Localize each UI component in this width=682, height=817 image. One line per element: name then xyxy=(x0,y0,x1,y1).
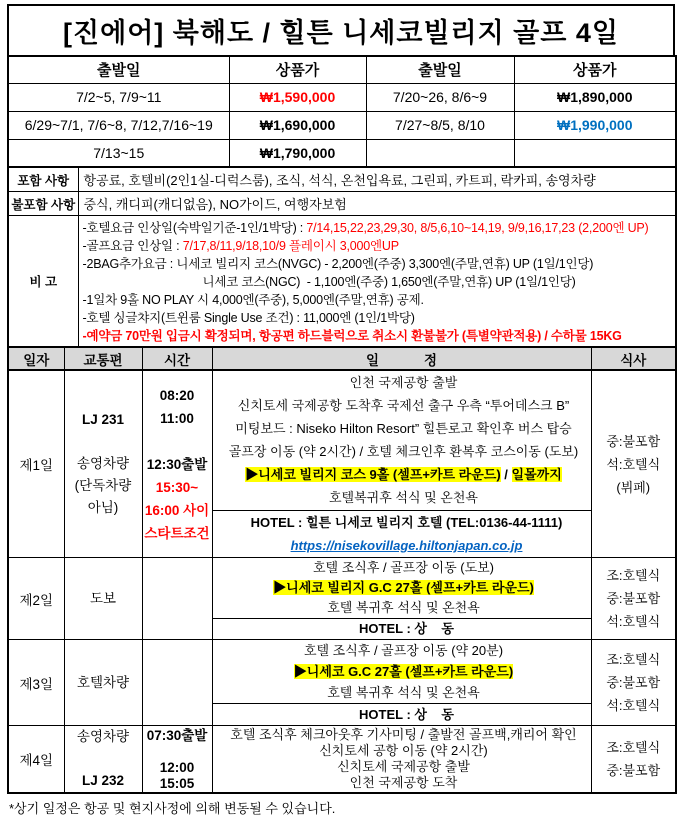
time-cell xyxy=(142,370,212,558)
transport-cell xyxy=(64,640,142,726)
itinerary-header-row xyxy=(8,347,676,370)
time-line: 15:30~ xyxy=(155,480,199,495)
schedule-cell xyxy=(212,558,591,640)
meal-line: 석:호텔식 xyxy=(606,698,661,713)
day-row xyxy=(8,370,676,558)
transport-line xyxy=(65,748,142,770)
text-segment: -호텔 싱글챠지(트윈룸 Single Use 조건) : 11,000엔 (1인/1박당) xyxy=(82,311,415,325)
hotel-line xyxy=(213,619,591,639)
time-line xyxy=(143,430,212,453)
exclude-text: 중식, 캐디피(캐디없음), NO가이드, 여행자보험 xyxy=(78,192,676,216)
text-segment: -2BAG추가요금 : 니세코 빌리지 코스(NVGC) - 2,200엔(주중) 3,300엔(주말,연휴) UP (1일/1인당) xyxy=(82,257,594,271)
price-table xyxy=(7,55,677,168)
transport-line: 도보 xyxy=(89,590,117,606)
transport-line: (단독차량 xyxy=(74,478,132,493)
text-segment: 호텔 조식후 / 골프장 이동 (약 20분) xyxy=(303,643,504,658)
transport-line xyxy=(65,431,142,453)
day-label: 제4일 xyxy=(8,726,64,794)
page-title: [진에어] 북해도 / 힐튼 니세코빌리지 골프 4일 xyxy=(7,4,675,57)
departure-date-cell: 7/13~15 xyxy=(8,139,229,167)
meal-line: 중:불포함 xyxy=(606,591,661,606)
transport-cell xyxy=(64,726,142,794)
day-label: 제2일 xyxy=(8,558,64,640)
transport-line: 호텔차량 xyxy=(76,674,130,690)
text-segment: HOTEL : 힐튼 니세코 빌리지 호텔 (TEL:0136-44-1111) xyxy=(250,515,563,530)
schedule-line xyxy=(213,661,591,682)
transport-line: LJ 231 xyxy=(81,412,125,427)
meal-line: 석:호텔식 xyxy=(606,456,661,472)
text-segment: -예약금 70만원 입금시 확정되며, 항공편 하드블럭으로 취소시 환불불가 (특별약관적용) / 수하물 15KG xyxy=(82,329,622,343)
meal-cell xyxy=(591,726,676,794)
schedule-line xyxy=(213,727,591,743)
text-segment: HOTEL : 상 동 xyxy=(359,707,454,722)
hotel-line xyxy=(213,534,591,557)
schedule-line xyxy=(213,640,591,661)
schedule-lines xyxy=(213,640,591,703)
schedule-line xyxy=(213,440,591,463)
text-segment: -골프요금 인상일 : xyxy=(82,239,183,253)
hotel-line xyxy=(213,511,591,534)
remarks-row xyxy=(8,216,676,348)
remark-line xyxy=(83,236,672,254)
price-row xyxy=(8,139,676,167)
text-segment: 신치토세 공항 이동 (약 2시간) xyxy=(319,743,488,758)
time-line: 07:30출발 xyxy=(146,727,208,743)
price-cell: ₩1,790,000 xyxy=(229,139,366,167)
time-line: 스타트조건 xyxy=(144,526,210,541)
meal-line: 조:호텔식 xyxy=(606,568,661,583)
text-segment: 호텔 조식후 체크아웃후 기사미팅 / 출발전 골프백,캐리어 확인 xyxy=(230,727,577,742)
transport-line: 송영차량 xyxy=(76,729,130,744)
header-day: 일자 xyxy=(8,347,64,370)
include-text: 항공료, 호텔비(2인1실-디럭스룸), 조식, 석식, 온천입욕료, 그린피, 카트피, 락카피, 송영차량 xyxy=(78,167,676,192)
remarks-lines xyxy=(78,216,676,348)
text-segment: 7/17,8/11,9/18,10/9 플레이시 3,000엔UP xyxy=(182,239,399,253)
schedule-wrap xyxy=(213,371,591,557)
time-line xyxy=(143,744,212,760)
include-row xyxy=(8,167,676,192)
schedule-lines xyxy=(213,727,591,791)
exclude-label: 불포함 사항 xyxy=(8,192,78,216)
day-row xyxy=(8,640,676,726)
transport-line: 아님) xyxy=(87,500,119,515)
price-header-departure-2: 출발일 xyxy=(366,56,514,83)
price-row xyxy=(8,83,676,111)
day-label: 제3일 xyxy=(8,640,64,726)
schedule-line xyxy=(213,394,591,417)
schedule-cell xyxy=(212,370,591,558)
meal-line: 중:불포함 xyxy=(606,433,661,449)
footer-note: *상기 일정은 항공 및 현지사정에 의해 변동될 수 있습니다. xyxy=(9,801,336,816)
text-segment: 미팅보드 : Niseko Hilton Resort” 힐튼로고 확인후 버스 탑승 xyxy=(235,421,572,436)
text-segment: ▶니세코 빌리지 G.C 27홀 (셀프+카트 라운드) xyxy=(273,580,534,595)
time-line: 12:00 xyxy=(159,759,195,775)
header-transport: 교통편 xyxy=(64,347,142,370)
meal-cell xyxy=(591,640,676,726)
meal-line: 석:호텔식 xyxy=(606,614,661,629)
text-segment: HOTEL : 상 동 xyxy=(359,621,454,636)
schedule-cell xyxy=(212,640,591,726)
meal-cell xyxy=(591,558,676,640)
price-cell: ₩1,690,000 xyxy=(229,111,366,139)
transport-cell xyxy=(64,558,142,640)
hotel-subrow xyxy=(213,510,591,557)
schedule-line xyxy=(213,743,591,759)
text-segment: 신치토세 국제공항 도착후 국제선 출구 우측 “투어데스크 B” xyxy=(237,398,570,413)
text-segment: 호텔 복귀후 석식 및 온천욕 xyxy=(327,685,480,700)
time-cell xyxy=(142,726,212,794)
itinerary-body xyxy=(8,370,676,793)
schedule-line xyxy=(213,558,591,578)
price-table-body xyxy=(8,83,676,167)
text-segment: 신치토세 국제공항 출발 xyxy=(337,759,470,774)
schedule-line xyxy=(213,775,591,791)
time-line: 16:00 사이 xyxy=(144,503,210,518)
schedule-cell xyxy=(212,726,591,794)
schedule-wrap xyxy=(213,558,591,639)
time-line: 12:30출발 xyxy=(146,457,208,472)
price-header-price-1: 상품가 xyxy=(229,56,366,83)
price-header-price-2: 상품가 xyxy=(514,56,676,83)
header-time: 시간 xyxy=(142,347,212,370)
day-label: 제1일 xyxy=(8,370,64,558)
info-table xyxy=(7,166,677,348)
meal-line: 중:불포함 xyxy=(606,763,661,778)
text-segment: 인천 국제공항 도착 xyxy=(349,775,458,790)
remark-line xyxy=(83,308,672,326)
text-segment: 일몰까지 xyxy=(511,467,562,482)
remarks-label: 비 고 xyxy=(8,216,78,348)
text-segment: 7/14,15,22,23,29,30, 8/5,6,10~14,19, 9/9,16,17,23 (2,200엔 UP) xyxy=(306,221,649,235)
transport-line: LJ 232 xyxy=(81,773,125,788)
itinerary-table xyxy=(7,346,677,794)
price-cell: ₩1,990,000 xyxy=(514,111,676,139)
schedule-line xyxy=(213,371,591,394)
meal-line: (뷔페) xyxy=(616,479,651,495)
departure-date-cell: 6/29~7/1, 7/6~8, 7/12,7/16~19 xyxy=(8,111,229,139)
hotel-line xyxy=(213,704,591,725)
remark-line xyxy=(83,218,672,236)
time-line: 15:05 xyxy=(159,775,195,791)
time-line: 11:00 xyxy=(160,411,194,426)
time-cell xyxy=(142,640,212,726)
text-segment: 인천 국제공항 출발 xyxy=(349,375,458,390)
header-schedule: 일 정 xyxy=(212,347,591,370)
text-segment: 호텔복귀후 석식 및 온천욕 xyxy=(329,490,478,505)
exclude-row xyxy=(8,192,676,216)
price-cell: ₩1,890,000 xyxy=(514,83,676,111)
schedule-line xyxy=(213,578,591,598)
hotel-subrow xyxy=(213,703,591,725)
text-segment: 니세코 코스(NGC) - 1,100엔(주중) 1,650엔(주말,연휴) UP (1일/1인당) xyxy=(202,275,576,289)
header-meal: 식사 xyxy=(591,347,676,370)
day-row xyxy=(8,726,676,794)
text-segment: ▶니세코 G.C 27홀 (셀프+카트 라운드) xyxy=(293,664,514,679)
departure-date-cell: 7/27~8/5, 8/10 xyxy=(366,111,514,139)
meal-line: 조:호텔식 xyxy=(606,652,661,667)
price-header-departure-1: 출발일 xyxy=(8,56,229,83)
remark-line xyxy=(83,254,672,272)
text-segment: ▶니세코 빌리지 코스 9홀 (셀프+카트 라운드) xyxy=(245,467,501,482)
text-segment: / xyxy=(500,467,512,482)
schedule-line xyxy=(213,417,591,440)
schedule-lines xyxy=(213,371,591,510)
price-header-row xyxy=(8,56,676,83)
schedule-line xyxy=(213,759,591,775)
transport-cell xyxy=(64,370,142,558)
price-cell: ₩1,590,000 xyxy=(229,83,366,111)
meal-cell xyxy=(591,370,676,558)
transport-line: 송영차량 xyxy=(76,456,130,471)
text-segment: 호텔 조식후 / 골프장 이동 (도보) xyxy=(312,560,495,575)
text-segment: -호텔요금 인상일(숙박일기준-1인/1박당) : xyxy=(82,221,307,235)
schedule-line xyxy=(213,682,591,703)
schedule-lines xyxy=(213,558,591,618)
text-segment: 호텔 복귀후 석식 및 온천욕 xyxy=(327,600,480,615)
text-segment: 골프장 이동 (약 2시간) / 호텔 체크인후 환복후 코스이동 (도보) xyxy=(228,444,579,459)
departure-date-cell xyxy=(366,139,514,167)
meal-line: 중:불포함 xyxy=(606,675,661,690)
text-segment: -1일차 9홀 NO PLAY 시 4,000엔(주중), 5,000엔(주말,연휴) 공제. xyxy=(82,293,424,307)
departure-date-cell: 7/20~26, 8/6~9 xyxy=(366,83,514,111)
remark-line xyxy=(83,272,672,290)
departure-date-cell: 7/2~5, 7/9~11 xyxy=(8,83,229,111)
remark-line xyxy=(83,290,672,308)
schedule-wrap xyxy=(213,640,591,725)
schedule-line xyxy=(213,463,591,486)
include-label: 포함 사항 xyxy=(8,167,78,192)
schedule-line xyxy=(213,486,591,509)
meal-line: 조:호텔식 xyxy=(606,740,661,755)
remark-line xyxy=(83,326,672,344)
hotel-subrow xyxy=(213,618,591,639)
price-row xyxy=(8,111,676,139)
hotel-website-link[interactable]: https://nisekovillage.hiltonjapan.co.jp xyxy=(290,538,523,553)
day-row xyxy=(8,558,676,640)
time-line: 08:20 xyxy=(159,388,195,403)
schedule-line xyxy=(213,598,591,618)
time-cell xyxy=(142,558,212,640)
price-cell xyxy=(514,139,676,167)
schedule-wrap xyxy=(213,727,591,791)
